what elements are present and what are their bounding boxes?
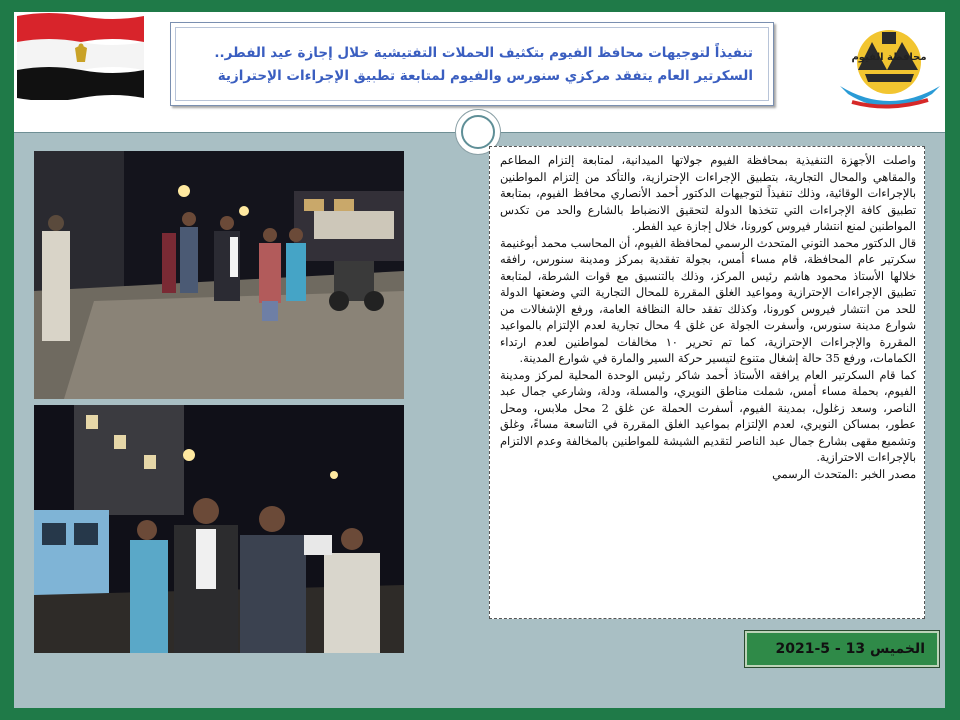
date-badge	[744, 630, 940, 668]
article-paragraph-1: واصلت الأجهزة التنفيذية بمحافظة الفيوم جولاتها الميدانية، لمتابعة إلتزام المطاعم والمقاهي والمحال التجارية، بتطبيق الإجراءات الإحترازية، والتأكد من إلتزام المواطنين بالإجراءات الوقائية، وذلك تنفيذاً لتوجيهات الدكتور أحمد الأنصاري محافظ الفيوم، بمتابعة تطبيق كافة الإجراءات التي تتخذها الدولة لتحقيق الانضباط بالشارع والحد من تكدس المواطنين لمنع انتشار فيروس كورونا، خلال إجازة عيد الفطر.	[500, 154, 916, 233]
page-panel	[14, 12, 945, 708]
governorate-logo	[832, 16, 947, 116]
logo-text: محافظة الفيوم	[851, 52, 927, 63]
article-source: مصدر الخبر :المتحدث الرسمي	[772, 467, 916, 481]
article-paragraph-2: قال الدكتور محمد التوني المتحدث الرسمي لمحافظة الفيوم، أن المحاسب محمد أبوغنيمة سكرتير عام المحافظة، قام مساء أمس، بجولة تفقدية بمركز ومدينة سنورس، رافقه خلالها الأستاذ محمود هاشم رئيس المركز، وذلك بالتنسيق مع قوات الشرطة، لمتابعة تطبيق الإجراءات الإحترازية ومواعيد الغلق المقررة للمحال التجارية التي وضعتها الدولة للحد من انتشار فيروس كورونا، وكذلك تفقد حالة النظافة العامة، ورفع الإشغالات من شوارع مدينة سنورس، وأسفرت الجولة عن غلق 4 محال تجارية لعدم الإلتزام بالمواعيد المقررة والإجراءات الإحترازية، كما تم تحرير ١٠ مخالفات لمواطنين لعدم ارتداء الكمامات، ورفع 35 حالة إشغال متنوع لتيسير حركة السير والمارة في شوارع المدينة.	[500, 236, 916, 365]
inspection-photo-2	[34, 405, 404, 653]
inspection-photo-1	[34, 151, 404, 399]
article-body	[489, 146, 925, 619]
headline-line-1: تنفيذاً لتوجيهات محافظ الفيوم بتكثيف الحملات التفتيشية خلال إجازة عيد الفطر..	[214, 45, 753, 61]
date-text: الخميس 13 - 5-2021	[775, 641, 925, 657]
headline-box	[170, 22, 774, 106]
headline-line-2: السكرتير العام يتفقد مركزي سنورس والفيوم لمتابعة تطبيق الإجراءات الإحترازية	[217, 68, 753, 84]
egypt-flag	[17, 12, 144, 100]
article-paragraph-3: كما قام السكرتير العام يرافقه الأستاذ أحمد شاكر رئيس الوحدة المحلية لمركز ومدينة الفيوم، بحملة مساء أمس، شملت مناطق النويري، والمسلة، ودلة، وشارعي جمال عبد الناصر، وسعد زغلول، بمدينة الفيوم، أسفرت الحملة عن غلق 2 محل ملابس، ومحل عطور، بمساكن النويري، لعدم الإلتزام بمواعيد الغلق المقررة في التاسعة مساءً، وغلق وتشميع مقهى بشارع جمال عبد الناصر لتقديم الشيشة للمواطنين بالمخالفة وعدم الالتزام بالإجراءات الاحترازية.	[500, 368, 916, 464]
